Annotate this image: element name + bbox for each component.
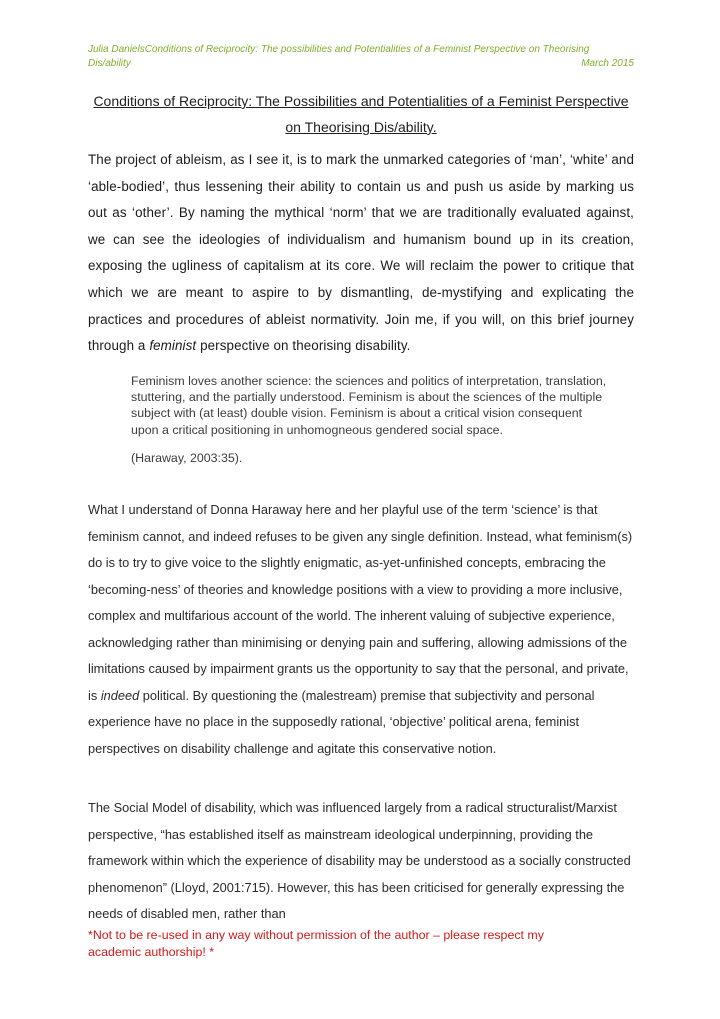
abstract-italic-word: feminist <box>149 338 197 354</box>
running-title-continued: Dis/ability <box>88 58 131 69</box>
paragraph-1-text-start: What I understand of Donna Haraway here and her playful use of the term ‘science’ is that feminism cannot, and indeed refuses to be given any single definition. Instead, what feminism(s) do is to try to give voice to the slightly enigmatic, as-yet-unfinished concepts, embracing the ‘becoming-ness’ of theories and knowledge positions with a view to providing a more inclusive, complex and multifarious account of the world. The inherent valuing of subjective experience, acknowledging rather than minimising or denying pain and suffering, allowing admissions of the limitations caused by impairment grants us the opportunity to say that the personal, and private, is <box>88 502 633 703</box>
abstract-text-end: perspective on theorising disability. <box>196 338 411 354</box>
title-line-1: Conditions of Reciprocity: The Possibilities and Potentialities of a Feminist Perspective <box>93 93 629 109</box>
paragraph-1-text-end: political. By questioning the (malestream) premise that subjectivity and personal experience have no place in the supposedly rational, ‘objective’ political arena, feminist perspectives on disability challenge and agitate this conservative notion. <box>88 687 595 756</box>
header-date: March 2015 <box>581 58 634 69</box>
body-paragraph-1 <box>88 497 638 762</box>
abstract-paragraph <box>88 147 634 360</box>
paragraph-1-italic-word: indeed <box>100 687 140 703</box>
body-paragraph-2: The Social Model of disability, which was influenced largely from a radical structuralist/Marxist perspective, “has established itself as mainstream ideological underpinning, providing the framework within which the experience of disability may be understood as a socially constructed phenomenon” (Lloyd, 2001:715). However, this has been criticised for generally expressing the needs of disabled men, rather than <box>88 800 631 921</box>
running-title: Julia DanielsConditions of Reciprocity: The possibilities and Potentialities of a Feminist Perspective on Theorising <box>88 44 590 55</box>
abstract-text-start: The project of ableism, as I see it, is to mark the unmarked categories of ‘man’, ‘white’ and ‘able-bodied’, thus lessening their ability to contain us and push us aside by marking us out as ‘other’. By naming the mythical ‘norm’ that we are traditionally evaluated against, we can see the ideologies of individualism and humanism bound up in its creation, exposing the ugliness of capitalism at its core. We will reclaim the power to critique that which we are meant to aspire to by dismantling, de-mystifying and explicating the practices and procedures of ableist normativity. Join me, if you will, on this brief journey through a <box>88 152 634 354</box>
quote-citation: (Haraway, 2003:35). <box>131 450 243 465</box>
copyright-notice: *Not to be re-used in any way without permission of the author – please respect my academic authorship! * <box>88 928 544 959</box>
quote-text: Feminism loves another science: the sciences and politics of interpretation, translation, stuttering, and the partially understood. Feminism is about the sciences of the multiple subject with (at least) double vision. Feminism is about a critical vision consequent upon a critical positioning in unhomogneous gendered social space. <box>131 374 607 437</box>
document-title <box>88 88 634 140</box>
running-header <box>88 43 634 71</box>
title-line-2: on Theorising Dis/ability. <box>285 119 437 135</box>
block-quote <box>131 373 611 466</box>
